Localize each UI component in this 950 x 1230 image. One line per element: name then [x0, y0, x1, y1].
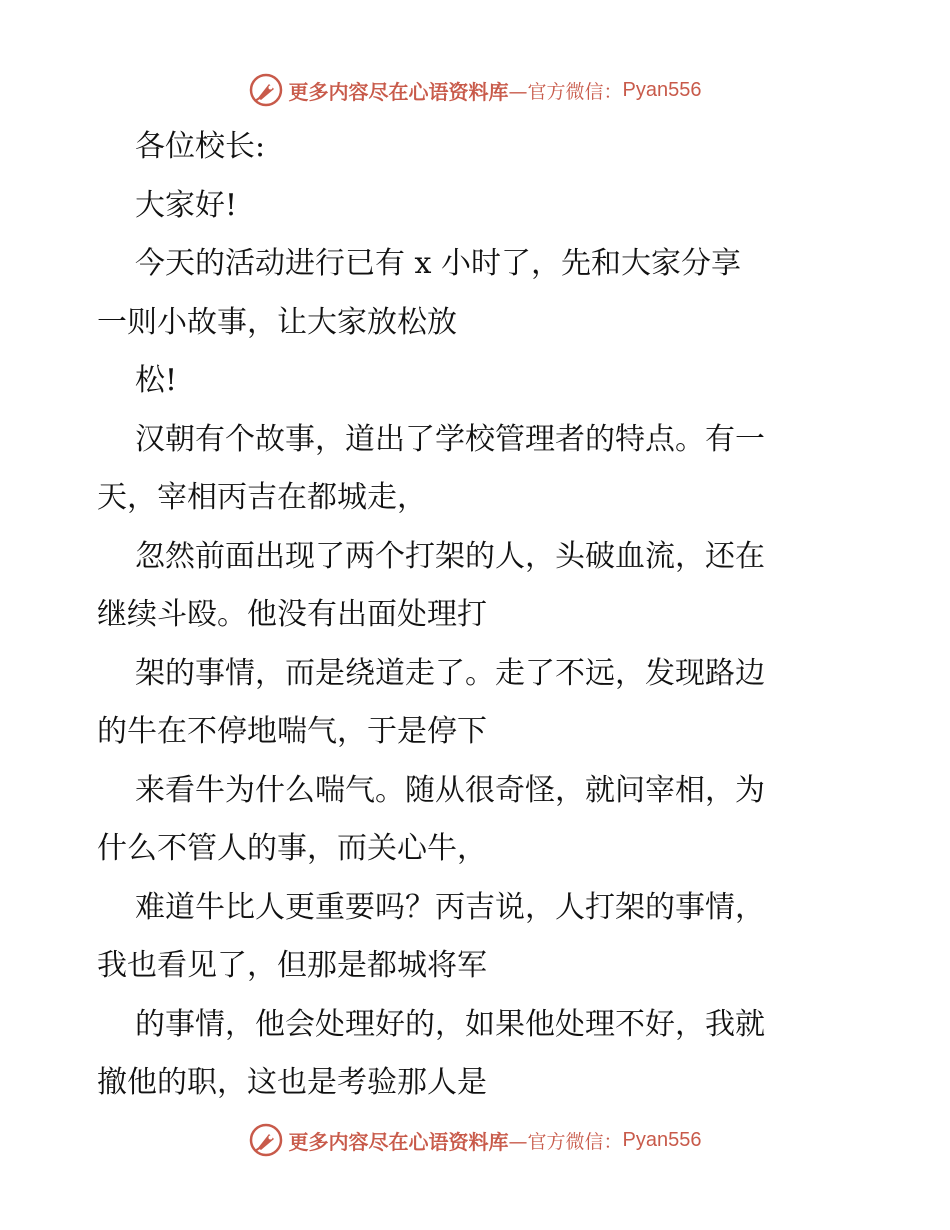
paragraph-line: 什么不管人的事，而关心牛， [97, 831, 487, 866]
header-banner [0, 70, 950, 110]
pen-nib-logo-icon [249, 73, 283, 107]
paragraph-line: 架的事情，而是绕道走了。走了不远，发现路边 [135, 655, 765, 691]
paragraph-line: 松! [135, 363, 178, 398]
salutation-line: 各位校长: [135, 129, 266, 164]
paragraph-line: 天，宰相丙吉在都城走， [97, 480, 427, 515]
paragraph-line: 今天的活动进行已有 x 小时了，先和大家分享 [135, 246, 741, 281]
paragraph-line: 的牛在不停地喘气，于是停下 [97, 714, 487, 749]
footer-wechat-id: Pyan556 [622, 1128, 702, 1151]
header-brand-text: 更多内容尽在心语资料库 [288, 79, 509, 104]
paragraph-line: 忽然前面出现了两个打架的人，头破血流，还在 [135, 538, 765, 574]
header-official-text: —官方微信： [508, 80, 623, 103]
paragraph-line: 继续斗殴。他没有出面处理打 [97, 597, 487, 632]
greeting-line: 大家好! [135, 187, 238, 223]
header-wechat-id: Pyan556 [622, 78, 702, 101]
paragraph-line: 的事情，他会处理好的，如果他处理不好，我就 [135, 1006, 765, 1042]
paragraph-line: 我也看见了，但那是都城将军 [97, 948, 487, 983]
document-body [97, 118, 857, 1113]
paragraph-line: 一则小故事，让大家放松放 [97, 304, 457, 340]
paragraph-line: 撤他的职，这也是考验那人是 [97, 1065, 487, 1100]
paragraph-line: 汉朝有个故事，道出了学校管理者的特点。有一 [135, 421, 765, 457]
footer-banner [0, 1120, 950, 1160]
paragraph-line: 来看牛为什么喘气。随从很奇怪，就问宰相，为 [135, 772, 765, 808]
pen-nib-logo-icon [249, 1123, 283, 1157]
footer-official-text: —官方微信： [508, 1130, 623, 1153]
paragraph-line: 难道牛比人更重要吗？丙吉说，人打架的事情， [135, 889, 765, 925]
footer-brand-text: 更多内容尽在心语资料库 [288, 1129, 509, 1154]
